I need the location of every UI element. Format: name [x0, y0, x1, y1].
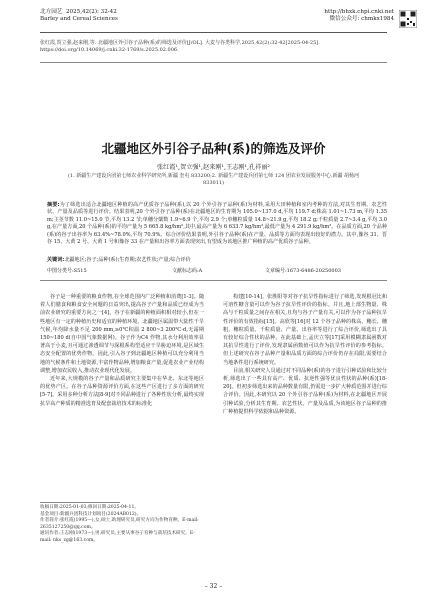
body-left-column: [40, 293, 204, 408]
authors: 张红霞¹,贺立强¹,赵来刚¹,王志刚¹,孔祥丽²: [156, 164, 271, 171]
abstract-text: 为了筛选出适合北疆地区种植的高产优质谷子品种(系),以 20 个外引谷子品种(系)为材料,采用大田种植和室内考种的方法,对其生育期、农艺性状、产量及品质等进行评价。结果表明,20 个外引谷子品种(系)在北疆地区的生育期为 105.0~137.0 d,平均 119.7 d;株高 1.01~1.73 m,平均 1.35 m;主茎节数 11.0~15.0 节,平均 13.2 节;单穗分蘖数 1.9~6.9 个,平均 2.9 个;单穗粒质量 14.8~21.9 g,平均 18.2 g;千粒质量 2.7~3.4 g,平均 3.0 g,在产量方面,20 个品种(系)的平均产量为 5 665.8 kg/hm²,其中,最高产量为 6 633.7 kg/hm²,最低产量为 4 291.9 kg/hm²。在品质方面,20 个品种(系)的谷子出谷率为 63.4%~78.0%,平均 70.9%。综合评价结果表明,外引谷子品种(系)在产量、品质等方面均表现出较好的潜力。其中,豫谷 31、晋谷 15、大黄 2 号、大黄 1 号和豫谷 33 在产量和出谷率方面表现突出,有望成为该地区推广种植的高产优质谷子品种。: [47, 202, 387, 246]
footnote-corresponding: 通讯作者:王志刚(1973—),男,研究员,主要从事谷子育种与栽培技术研究。E-mail: nks_zg@163.com。: [40, 531, 195, 543]
document-code: 文献标志码:A: [172, 268, 203, 274]
abstract: [47, 202, 387, 246]
journal-header-left: [40, 9, 240, 23]
journal-header-right: [262, 9, 394, 23]
keywords-label: 关键词:: [47, 257, 65, 263]
paper-title: 北疆地区外引谷子品种(系)的筛选及评价: [101, 141, 326, 156]
footnotes: [40, 505, 204, 545]
header-rule: [40, 32, 387, 33]
article-number: 文章编号:1673-6486-20250003: [265, 268, 341, 274]
volume-pages: 2025,42(2): 32-42: [65, 9, 117, 15]
abstract-rule: [40, 280, 387, 281]
footnote-funding: 基金项目:新疆兵团科技计划项目(2024AB012)。: [40, 511, 142, 517]
clc-number: 中图分类号:S515: [47, 268, 87, 274]
page-number: – 32 –: [204, 583, 223, 590]
keywords: [47, 256, 387, 263]
journal-url[interactable]: http://bhxk.chpi.cnki.net: [324, 9, 394, 15]
article-meta: [47, 267, 387, 275]
journal-name-en: Barley and Cereal Sciences: [40, 16, 118, 22]
body-paragraph: 近年来,大规模的谷子产量和品质研究主要集中在华北、东北等地区的优势产区。在谷子品种资源评价方面,在这些产区进行了多方面的研究[5-7]。采用多种分析方法[8-9]对不同品种进行了各种性状分析,最终实现抗旱高产种质的精准选育及配套栽培技术的标准化: [40, 376, 204, 407]
journal-name: 北方园艺: [40, 9, 63, 15]
body-paragraph: 谷子是一种重要的粮食作物,在全球范围内广泛种植和消费[1-3]。随着人们膳食和粮食安全问题的日益突出,提高谷子产量和品质已经成为当前农业研究的重要方向之一[4]。谷子在新疆的种植面积相对较小,但在一些地区有一定的种植历史和适宜的种植环境。北疆地区属温带大陆性干旱气候,年均降水量不足 200 mm,≥0℃积温 2 800~3 200℃·d,无霜期 150~180 d(自中国气象数据网)。谷子作为C4 作物,其水分利用效率显著高于小麦,且可通过渗透调节与深根系构型适应干旱胁迫环境,是区域生态安全配置的优势作物。因此,引入谷子到北疆地区种植可以充分利用当地的气候条件和土地资源,丰富作物品种,增加粮食产量,促进农业产业结构调整,增加农民收入,推动农业现代化发展。: [40, 294, 204, 374]
qr-code-icon: [399, 10, 417, 28]
body-right-column: [223, 293, 387, 416]
citation-rule: [40, 62, 387, 63]
citation: 张红霞,贺立强,赵来刚,等. 北疆地区外引谷子品种(系)的筛选及评价[J/OL]. 大麦与谷类科学,2025,42(2):32-42[2025-04-25]. https://doi.org/10.14069/j.cnki.32-1769/s.2025.02.006.: [40, 40, 320, 53]
footnote-author: 作者简介:张红霞(1995—),女,硕士,助理研究员,研究方向为作物育种。E-mail: 2635127250@qq.com。: [40, 518, 199, 530]
abstract-label: 摘要:: [47, 202, 60, 208]
affiliations: (1. 新疆生产建设兵团第七师农业科学研究所,新疆 奎屯 833200;2. 新疆生产建设兵团第七师 124 团农业发展服务中心,新疆 胡杨河 833011): [67, 173, 360, 186]
body-paragraph: 构建[10-14]。张胜阳等对谷子抗旱性指标进行了筛选,发现根冠比和可溶性糖含量可以作为谷子抗旱性评价的指标。并且,地上部生物量、株高与千粒质量之间存在相关,且均与谷子产量有关,可以作为谷子品种抗旱性评价的有效指标[15]。高欣等[16]对 12 个谷子品种的株高、穗长、穗粗、穗粒质量、千粒质量、产量、出谷率等进行了综合评价,筛选出了具有较好综合性状的品种。在此基础上,孟庆立等[17]采用模糊隶属函数对其抗旱性进行了评价,发现隶属函数值可以作为抗旱性评价的参考指标。但上述研究在谷子品种产量和品质方面的综合评价仍存在局限,需要结合当地条件进行系统研究。: [223, 294, 387, 366]
footnote-rule: [40, 502, 120, 503]
wechat-id: 微信公众号: chmkx1984: [329, 16, 394, 22]
body-paragraph: 目前,相关研究人员通过对不同品种(系)的谷子进行引种试验和比较分析,筛选出了一些具有高产、优质、抗逆性强等优良性状的品种(系)[18-20]。但初步筛选出来的品种数量有限,仍需进一步扩大种质范围并进行综合评价。因此,本研究以 20 个外引谷子品种(系)为材料,在北疆地区开展引种试验,分析其生育期、农艺性状、产量及品质,为该地区谷子品种的推广种植提供科学依据和品种资源。: [223, 367, 387, 415]
footnote-received: 收稿日期:2025-01-03;修回日期:2025-04-11。: [40, 505, 139, 510]
keywords-text: 北疆地区;谷子;品种(系);生育期;农艺性状;产量;综合评价: [64, 257, 191, 263]
